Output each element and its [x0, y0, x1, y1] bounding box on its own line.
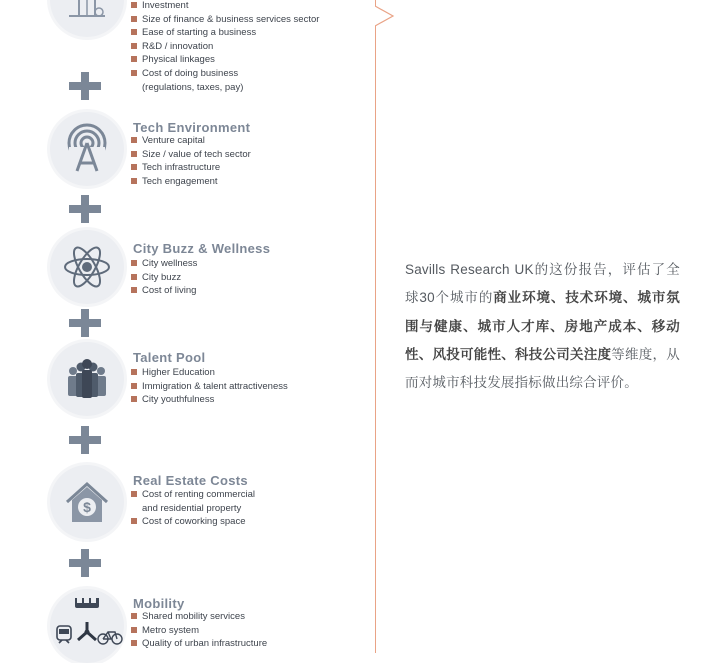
divider-notch-icon [375, 0, 397, 35]
section-title: Tech Environment [133, 120, 251, 135]
section-real-estate-items [131, 488, 255, 529]
list-item: Size / value of tech sector [131, 148, 251, 162]
list-item: Immigration & talent attractiveness [131, 380, 288, 394]
section-talent-items [131, 366, 288, 407]
list-item: City buzz [131, 271, 197, 285]
list-item: Investment [131, 0, 319, 13]
metro-icon [55, 625, 73, 650]
list-item: Shared mobility services [131, 610, 267, 624]
description-text [405, 256, 680, 397]
plus-icon [68, 548, 102, 583]
list-item: Tech infrastructure [131, 161, 251, 175]
list-item: Size of finance & business services sector [131, 13, 319, 27]
section-title: Real Estate Costs [133, 473, 248, 488]
description-tail: 等维度，从而对城市科技发展指标做出综合评价。 [405, 346, 681, 391]
divider-line [375, 0, 376, 653]
section-mobility-items [131, 610, 267, 651]
bicycle-icon [97, 629, 123, 650]
list-item: City youthfulness [131, 393, 288, 407]
list-item: Ease of starting a business [131, 26, 319, 40]
list-item: Tech engagement [131, 175, 251, 189]
plus-icon [68, 194, 102, 229]
description-highlight: 商业环境、技术环境、城市氛围与健康、城市人才库、房地产成本、移动性、风投可能性、科技公司关注度 [405, 290, 680, 362]
list-item: and residential property [142, 502, 242, 514]
plus-icon [68, 71, 102, 106]
list-item: Metro system [131, 624, 267, 638]
list-item: Quality of urban infrastructure [131, 637, 267, 651]
section-tech-items [131, 134, 251, 188]
description-lead: Savills Research UK的这份报告，评估了全球30个城市的 [405, 262, 680, 306]
section-title: Mobility [133, 596, 185, 611]
list-item: City wellness [131, 257, 197, 271]
business-building-icon [50, 0, 124, 37]
section-title: Talent Pool [133, 350, 206, 365]
section-business-items [131, 0, 319, 94]
house-dollar-icon [50, 465, 124, 539]
atom-icon [50, 230, 124, 304]
list-item: Venture capital [131, 134, 251, 148]
list-item: R&D / innovation [131, 40, 319, 54]
list-item: Cost of renting commercial [131, 488, 255, 502]
broadcast-tower-icon [50, 112, 124, 186]
list-item: (regulations, taxes, pay) [142, 81, 244, 93]
list-item: Cost of coworking space [131, 515, 255, 529]
plus-icon [68, 308, 102, 343]
plus-icon [68, 425, 102, 460]
list-item: Physical linkages [131, 53, 319, 67]
people-icon [50, 342, 124, 416]
section-title: City Buzz & Wellness [133, 241, 271, 256]
svg-text:$: $ [83, 499, 91, 515]
section-city-buzz-items [131, 257, 197, 298]
list-item: Cost of living [131, 284, 197, 298]
list-item: Higher Education [131, 366, 288, 380]
list-item: Cost of doing business [131, 67, 319, 81]
